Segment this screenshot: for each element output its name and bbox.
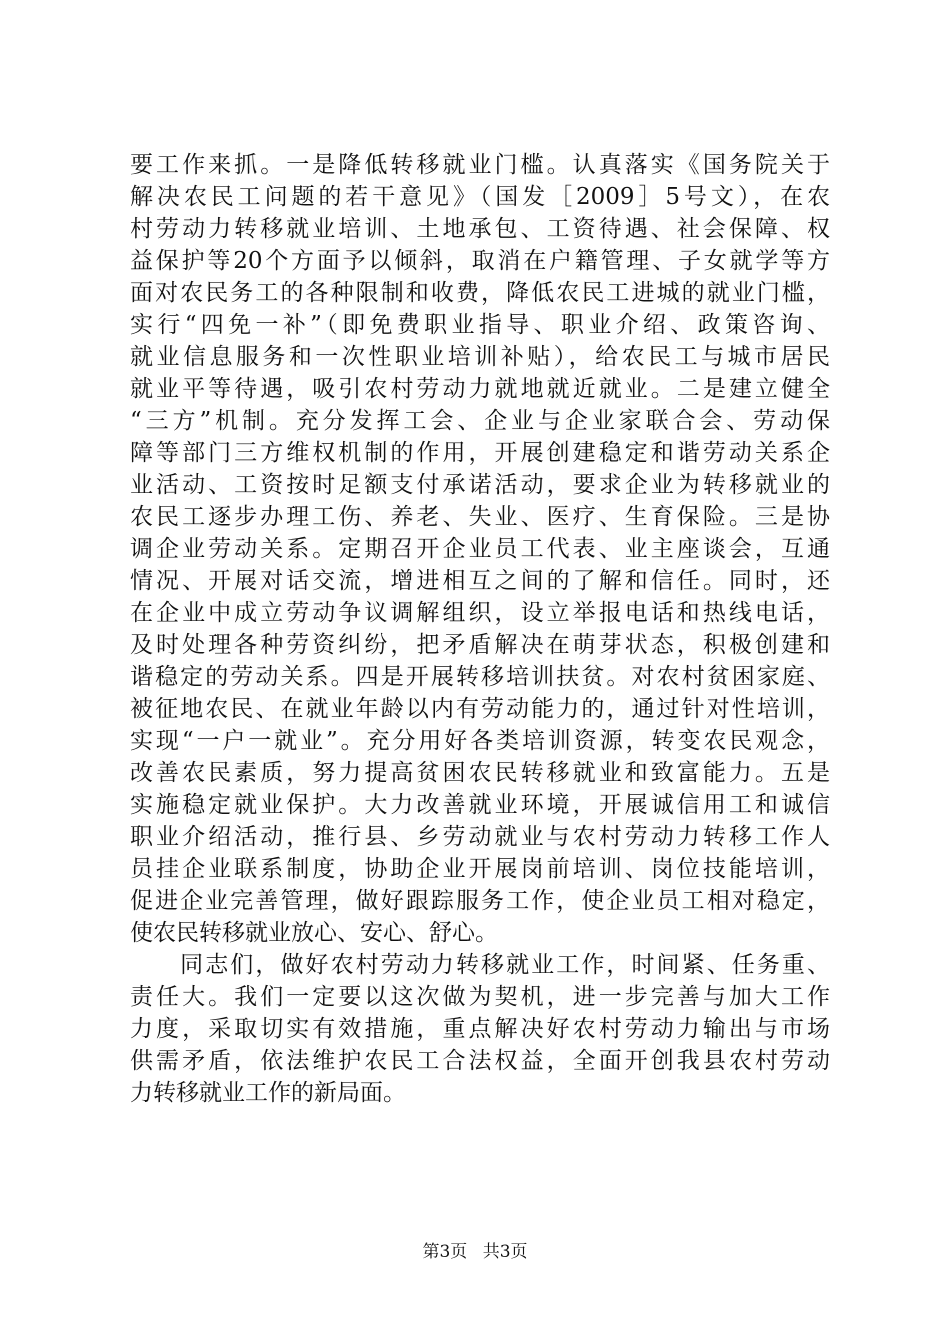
text-line: 促进企业完善管理，做好跟踪服务工作，使企业员工相对稳定， [130, 888, 830, 914]
page-footer [0, 1241, 950, 1263]
text-line: 益保护等20个方面予以倾斜，取消在户籍管理、子女就学等方 [130, 248, 830, 274]
text-line: 改善农民素质，努力提高贫困农民转移就业和致富能力。五是 [130, 760, 830, 786]
text-line: 职业介绍活动，推行县、乡劳动就业与农村劳动力转移工作人 [130, 824, 830, 850]
text-line: 实施稳定就业保护。大力改善就业环境，开展诚信用工和诚信 [130, 792, 830, 818]
text-line: 及时处理各种劳资纠纷，把矛盾解决在萌芽状态，积极创建和 [130, 632, 830, 658]
body-text [130, 149, 830, 1109]
text-line: 调企业劳动关系。定期召开企业员工代表、业主座谈会，互通 [130, 536, 830, 562]
text-line: 情况、开展对话交流，增进相互之间的了解和信任。同时，还 [130, 568, 830, 594]
paragraph-end-line: 使农民转移就业放心、安心、舒心。 [130, 920, 498, 946]
text-line: 实现“一户一就业”。充分用好各类培训资源，转变农民观念， [130, 728, 830, 754]
text-line: 村劳动力转移就业培训、土地承包、工资待遇、社会保障、权 [130, 216, 830, 242]
text-line: 被征地农民、在就业年龄以内有劳动能力的，通过针对性培训， [130, 696, 830, 722]
text-line: 业活动、工资按时足额支付承诺活动，要求企业为转移就业的 [130, 472, 830, 498]
text-line: 就业信息服务和一次性职业培训补贴），给农民工与城市居民 [130, 344, 830, 370]
text-line: 在企业中成立劳动争议调解组织，设立举报电话和热线电话， [130, 600, 830, 626]
text-line: 面对农民务工的各种限制和收费，降低农民工进城的就业门槛， [130, 280, 830, 306]
text-line: 同志们，做好农村劳动力转移就业工作，时间紧、任务重、 [130, 952, 830, 978]
text-line: 解决农民工问题的若干意见》（国发［2009］5号文），在农 [130, 184, 830, 210]
text-line: 谐稳定的劳动关系。四是开展转移培训扶贫。对农村贫困家庭、 [130, 664, 830, 690]
page-total: 共3页 [482, 1242, 528, 1262]
paragraph-end-line: 力转移就业工作的新局面。 [130, 1080, 406, 1106]
text-line: 员挂企业联系制度，协助企业开展岗前培训、岗位技能培训， [130, 856, 830, 882]
text-line: “三方”机制。充分发挥工会、企业与企业家联合会、劳动保 [130, 408, 830, 434]
text-line: 农民工逐步办理工伤、养老、失业、医疗、生育保险。三是协 [130, 504, 830, 530]
text-line: 力度，采取切实有效措施，重点解决好农村劳动力输出与市场 [130, 1016, 830, 1042]
text-line: 要工作来抓。一是降低转移就业门槛。认真落实《国务院关于 [130, 152, 830, 178]
text-line: 就业平等待遇，吸引农村劳动力就地就近就业。二是建立健全 [130, 376, 830, 402]
text-line: 责任大。我们一定要以这次做为契机，进一步完善与加大工作 [130, 984, 830, 1010]
page-number: 第3页 [422, 1242, 468, 1262]
text-line: 实行“四免一补”（即免费职业指导、职业介绍、政策咨询、 [130, 312, 830, 338]
text-line: 障等部门三方维权机制的作用，开展创建稳定和谐劳动关系企 [130, 440, 830, 466]
text-line: 供需矛盾，依法维护农民工合法权益，全面开创我县农村劳动 [130, 1048, 830, 1074]
